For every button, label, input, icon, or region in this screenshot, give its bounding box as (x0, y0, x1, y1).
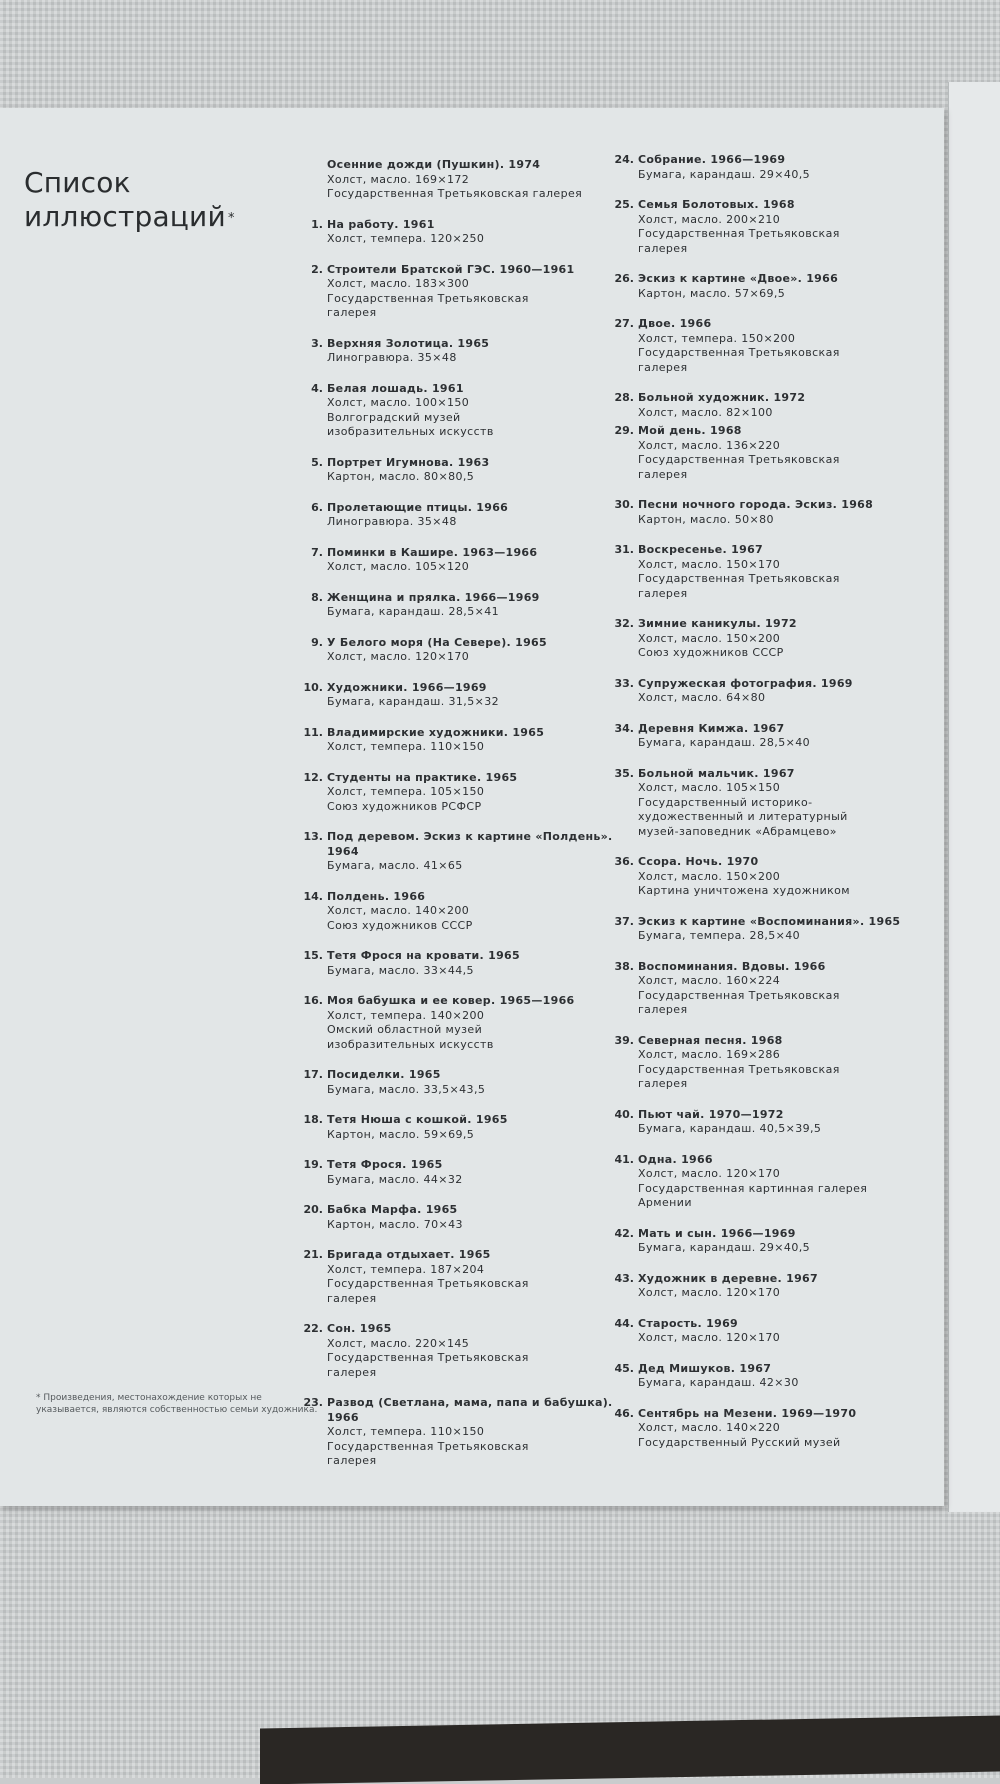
item-detail: Холст, масло. 160×224 (638, 974, 781, 987)
item-number: 2. (311, 262, 323, 276)
item-title: Осенние дожди (Пушкин). 1974 (327, 158, 541, 171)
list-item (303, 889, 627, 934)
illustrations-column-left (303, 158, 627, 1485)
title-line-2: иллюстраций (24, 200, 226, 233)
item-detail: Государственный Русский музей (638, 1435, 841, 1449)
item-number: 44. (614, 1316, 634, 1330)
list-item (614, 914, 938, 944)
item-detail: Государственная Третьяковская (638, 1062, 840, 1076)
item-detail: галерея (327, 1365, 377, 1379)
item-detail: Картина уничтожена художником (638, 884, 850, 897)
list-item (327, 158, 627, 202)
title-line-1: Список (24, 166, 131, 199)
item-detail: Холст, масло. 183×300 (327, 277, 470, 290)
item-detail: Холст, масло. 136×220 (638, 438, 781, 452)
item-number: 30. (614, 498, 634, 511)
item-detail: Бумага, масло. 33×44,5 (327, 963, 474, 977)
list-item (614, 198, 938, 256)
item-title: Тетя Нюша с кошкой. 1965 (327, 1113, 508, 1126)
item-number: 27. (614, 317, 634, 330)
item-number: 16. (303, 994, 323, 1007)
list-item (311, 590, 627, 620)
list-item (311, 500, 627, 530)
list-item (311, 217, 627, 247)
item-detail: Бумага, карандаш. 28,5×40 (638, 736, 811, 749)
item-detail: Государственная Третьяковская (327, 1277, 529, 1290)
item-number: 40. (614, 1107, 634, 1121)
item-title: Женщина и прялка. 1966—1969 (327, 590, 540, 604)
list-item (614, 721, 938, 751)
item-detail: Бумага, карандаш. 28,5×41 (327, 605, 500, 618)
item-title: Студенты на практике. 1965 (327, 770, 518, 784)
item-detail: галерея (638, 360, 688, 374)
item-title: Под деревом. Эскиз к картине «Полдень». 1964 (327, 830, 613, 858)
item-detail: художественный и литературный (638, 810, 848, 823)
list-item (614, 1271, 938, 1301)
item-title: Поминки в Кашире. 1963—1966 (327, 545, 538, 559)
item-title: Белая лошадь. 1961 (327, 381, 464, 395)
list-item (614, 391, 938, 420)
item-detail: Холст, масло. 150×200 (638, 869, 781, 883)
item-detail: Холст, темпера. 140×200 (327, 1008, 485, 1022)
item-number: 6. (311, 500, 323, 514)
item-title: Воскресенье. 1967 (638, 543, 763, 556)
item-number: 21. (303, 1248, 323, 1261)
list-item (614, 153, 938, 182)
item-title: Развод (Светлана, мама, папа и бабушка). 1966 (327, 1396, 613, 1424)
item-detail: Государственная Третьяковская (327, 1351, 529, 1364)
item-detail: Союз художников РСФСР (327, 799, 482, 813)
item-title: Полдень. 1966 (327, 889, 426, 903)
item-title: Больной мальчик. 1967 (638, 766, 795, 780)
item-detail: Государственная Третьяковская (638, 346, 840, 359)
item-detail: галерея (327, 1454, 377, 1467)
item-title: Художник в деревне. 1967 (638, 1271, 818, 1285)
list-item (303, 1248, 627, 1306)
item-detail: Государственная картинная галерея (638, 1181, 868, 1195)
item-title: Бригада отдыхает. 1965 (327, 1248, 491, 1261)
item-number: 34. (614, 721, 634, 735)
item-detail: Картон, масло. 80×80,5 (327, 470, 475, 483)
item-detail: Государственная Третьяковская галерея (327, 187, 583, 200)
illustrations-column-right (614, 153, 938, 1466)
item-title: Воспоминания. Вдовы. 1966 (638, 959, 826, 973)
item-detail: галерея (638, 586, 688, 600)
item-detail: Картон, масло. 70×43 (327, 1217, 463, 1231)
item-detail: музей-заповедник «Абрамцево» (638, 824, 837, 838)
item-detail: галерея (638, 1077, 688, 1090)
item-detail: Холст, темпера. 110×150 (327, 740, 485, 753)
item-title: Дед Мишуков. 1967 (638, 1361, 772, 1375)
list-item (614, 1152, 938, 1211)
item-detail: Холст, темпера. 187×204 (327, 1262, 485, 1276)
list-item (303, 1068, 627, 1097)
list-item (614, 272, 938, 301)
list-item (303, 725, 627, 755)
item-number: 22. (303, 1322, 323, 1335)
list-item (303, 680, 627, 710)
list-item (614, 617, 938, 661)
item-detail: Линогравюра. 35×48 (327, 351, 457, 364)
list-item (614, 1107, 938, 1137)
list-item (614, 959, 938, 1018)
item-detail: Бумага, карандаш. 40,5×39,5 (638, 1122, 822, 1135)
item-title: Семья Болотовых. 1968 (638, 198, 795, 211)
item-detail: Линогравюра. 35×48 (327, 515, 457, 528)
item-detail: галерея (327, 306, 377, 319)
list-item (614, 543, 938, 601)
item-detail: Холст, масло. 150×170 (638, 557, 781, 571)
item-detail: Бумага, карандаш. 42×30 (638, 1376, 799, 1389)
page-title (24, 166, 235, 234)
item-number: 33. (614, 676, 634, 690)
item-title: Песни ночного города. Эскиз. 1968 (638, 498, 874, 511)
list-item (614, 1033, 938, 1092)
item-number: 3. (311, 336, 323, 350)
item-number: 46. (614, 1406, 634, 1420)
item-detail: Государственная Третьяковская (327, 291, 529, 305)
item-title: Ссора. Ночь. 1970 (638, 855, 759, 868)
list-item (311, 336, 627, 366)
item-detail: Холст, темпера. 150×200 (638, 331, 796, 345)
item-title: У Белого моря (На Севере). 1965 (327, 635, 547, 649)
item-title: Посиделки. 1965 (327, 1068, 441, 1081)
item-number: 23. (303, 1396, 323, 1409)
list-item (303, 1322, 627, 1380)
item-detail: Холст, масло. 120×170 (638, 1331, 781, 1344)
item-title: Больной художник. 1972 (638, 391, 806, 404)
item-number: 39. (614, 1033, 634, 1047)
list-item (614, 1361, 938, 1391)
item-detail: Государственная Третьяковская (327, 1439, 529, 1453)
item-detail: Бумага, карандаш. 29×40,5 (638, 167, 811, 181)
item-number: 11. (303, 725, 323, 739)
item-title: Портрет Игумнова. 1963 (327, 455, 490, 469)
item-number: 5. (311, 455, 323, 469)
item-number: 26. (614, 272, 634, 285)
item-number: 45. (614, 1361, 634, 1375)
item-number: 31. (614, 543, 634, 556)
item-number: 38. (614, 959, 634, 973)
item-detail: Холст, масло. 105×120 (327, 560, 470, 573)
item-detail: Холст, масло. 100×150 (327, 396, 470, 409)
item-number: 18. (303, 1113, 323, 1126)
item-detail: галерея (638, 467, 688, 481)
item-number: 19. (303, 1158, 323, 1171)
item-detail: изобразительных искусств (327, 1037, 494, 1051)
item-title: Эскиз к картине «Двое». 1966 (638, 272, 839, 285)
list-item (303, 1203, 627, 1232)
item-detail: Холст, масло. 169×172 (327, 172, 470, 186)
list-item (303, 770, 627, 815)
item-detail: Государственная Третьяковская (638, 572, 840, 585)
item-number: 12. (303, 770, 323, 784)
item-title: Тетя Фрося на кровати. 1965 (327, 949, 520, 962)
item-number: 20. (303, 1203, 323, 1216)
list-item (614, 1226, 938, 1256)
list-item (614, 317, 938, 375)
item-detail: Холст, масло. 140×220 (638, 1421, 781, 1434)
item-detail: Холст, масло. 64×80 (638, 691, 766, 704)
item-title: Деревня Кимжа. 1967 (638, 721, 785, 735)
item-number: 32. (614, 617, 634, 630)
list-item (303, 830, 627, 874)
item-title: Верхняя Золотица. 1965 (327, 336, 490, 350)
item-detail: Союз художников СССР (327, 918, 473, 932)
item-title: Сентябрь на Мезени. 1969—1970 (638, 1406, 857, 1420)
list-item (614, 498, 938, 527)
list-item (311, 455, 627, 485)
list-item (303, 1396, 627, 1469)
item-detail: Холст, масло. 105×150 (638, 781, 781, 794)
item-detail: Бумага, масло. 33,5×43,5 (327, 1082, 486, 1096)
item-number: 15. (303, 949, 323, 962)
item-detail: Холст, масло. 120×170 (327, 650, 470, 663)
list-item (303, 1158, 627, 1187)
item-detail: Холст, масло. 150×200 (638, 631, 781, 645)
item-detail: Картон, масло. 50×80 (638, 512, 774, 526)
item-title: Моя бабушка и ее ковер. 1965—1966 (327, 994, 575, 1007)
item-detail: галерея (638, 1003, 688, 1016)
item-title: Старость. 1969 (638, 1316, 738, 1330)
item-title: Художники. 1966—1969 (327, 680, 487, 694)
list-item (614, 855, 938, 899)
item-title: Супружеская фотография. 1969 (638, 676, 853, 690)
item-detail: Омский областной музей (327, 1023, 483, 1036)
item-detail: Холст, темпера. 105×150 (327, 785, 485, 798)
item-number: 41. (614, 1152, 634, 1166)
item-detail: Государственный историко- (638, 795, 813, 809)
item-title: Бабка Марфа. 1965 (327, 1203, 458, 1216)
item-detail: Волгоградский музей (327, 410, 461, 424)
item-number: 43. (614, 1271, 634, 1285)
item-title: Эскиз к картине «Воспоминания». 1965 (638, 914, 901, 928)
item-detail: Государственная Третьяковская (638, 988, 840, 1002)
item-number: 36. (614, 855, 634, 868)
list-item (311, 545, 627, 575)
item-title: На работу. 1961 (327, 217, 435, 231)
item-title: Зимние каникулы. 1972 (638, 617, 797, 630)
item-number: 25. (614, 198, 634, 211)
item-number: 14. (303, 889, 323, 903)
item-detail: Союз художников СССР (638, 646, 784, 659)
item-detail: Картон, масло. 57×69,5 (638, 286, 786, 300)
item-detail: Бумага, карандаш. 29×40,5 (638, 1241, 811, 1254)
item-detail: Холст, масло. 200×210 (638, 212, 781, 226)
item-title: Собрание. 1966—1969 (638, 153, 786, 166)
item-number: 10. (303, 680, 323, 694)
item-title: Двое. 1966 (638, 317, 712, 330)
list-item (303, 1113, 627, 1142)
item-title: Мать и сын. 1966—1969 (638, 1226, 796, 1240)
item-number: 9. (311, 635, 323, 649)
book-page (0, 108, 944, 1506)
list-item (614, 1406, 938, 1451)
list-item (311, 635, 627, 665)
item-number: 29. (614, 424, 634, 437)
footnote: * Произведения, местонахождение которых не указывается, являются собственностью семьи художника. (36, 1393, 318, 1415)
item-detail: Бумага, темпера. 28,5×40 (638, 929, 801, 942)
list-item (614, 676, 938, 706)
item-number: 4. (311, 381, 323, 395)
item-detail: Государственная Третьяковская (638, 453, 840, 466)
item-number: 24. (614, 153, 634, 166)
list-item (311, 381, 627, 440)
item-detail: Армении (638, 1196, 692, 1209)
item-number: 42. (614, 1226, 634, 1240)
item-detail: Бумага, масло. 41×65 (327, 859, 463, 872)
item-detail: Холст, темпера. 120×250 (327, 232, 485, 245)
item-detail: Холст, масло. 120×170 (638, 1167, 781, 1180)
item-title: Одна. 1966 (638, 1152, 713, 1166)
list-item (311, 262, 627, 321)
item-detail: Холст, масло. 220×145 (327, 1336, 470, 1350)
title-footnote-mark: * (228, 211, 235, 226)
item-title: Пьют чай. 1970—1972 (638, 1107, 784, 1121)
next-page-edge (948, 82, 1000, 1512)
item-title: Пролетающие птицы. 1966 (327, 500, 509, 514)
item-detail: Государственная Третьяковская (638, 227, 840, 240)
item-title: Владимирские художники. 1965 (327, 725, 545, 739)
item-detail: Холст, масло. 140×200 (327, 904, 470, 917)
list-item (614, 424, 938, 482)
item-number: 28. (614, 391, 634, 404)
item-title: Мой день. 1968 (638, 424, 742, 437)
item-detail: Бумага, масло. 44×32 (327, 1172, 463, 1186)
item-detail: изобразительных искусств (327, 425, 494, 438)
item-number: 13. (303, 830, 323, 843)
item-number: 7. (311, 545, 323, 559)
item-title: Северная песня. 1968 (638, 1033, 783, 1047)
list-item (614, 1316, 938, 1346)
item-detail: галерея (327, 1291, 377, 1305)
list-item (614, 766, 938, 840)
item-title: Строители Братской ГЭС. 1960—1961 (327, 262, 575, 276)
item-detail: Картон, масло. 59×69,5 (327, 1127, 475, 1141)
list-item (303, 949, 627, 978)
item-detail: Холст, масло. 82×100 (638, 405, 773, 419)
item-detail: Холст, темпера. 110×150 (327, 1425, 485, 1438)
item-number: 1. (311, 217, 323, 231)
item-detail: Холст, масло. 120×170 (638, 1286, 781, 1299)
list-item (303, 994, 627, 1052)
item-number: 35. (614, 766, 634, 780)
item-detail: Холст, масло. 169×286 (638, 1048, 781, 1061)
item-detail: галерея (638, 241, 688, 255)
item-number: 8. (311, 590, 323, 604)
item-detail: Бумага, карандаш. 31,5×32 (327, 695, 500, 708)
item-title: Сон. 1965 (327, 1322, 392, 1335)
item-number: 37. (614, 914, 634, 928)
item-number: 17. (303, 1068, 323, 1081)
item-title: Тетя Фрося. 1965 (327, 1158, 443, 1171)
